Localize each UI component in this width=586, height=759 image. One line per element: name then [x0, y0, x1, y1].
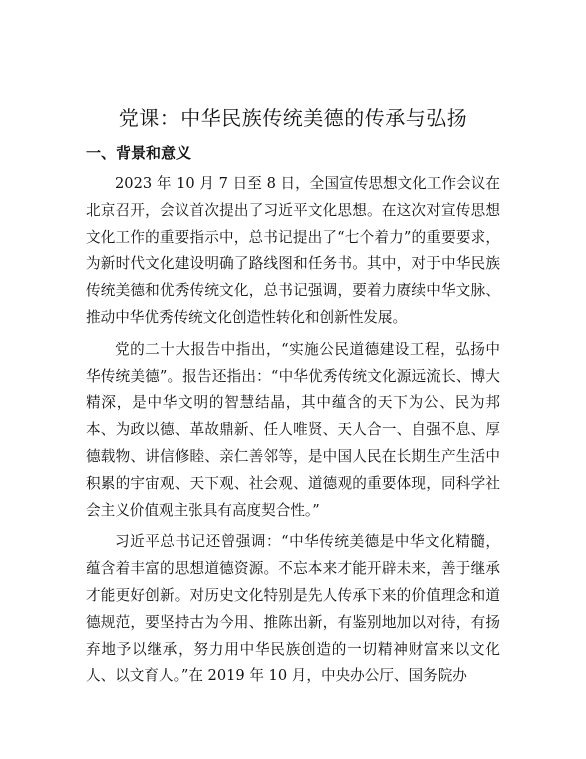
paragraph-1: 2023 年 10 月 7 日至 8 日，全国宣传思想文化工作会议在北京召开，会议首次提出了习近平文化思想。在这次对宣传思想文化工作的重要指示中，总书记提出了“七个着力”的重要要求，为新时代文化建设明确了路线图和任务书。其中，对于中华民族传统美德和优秀传统文化，总书记强调，要着力赓续中华文脉、推动中华优秀传统文化创造性转化和创新性发展。: [86, 175, 500, 326]
paragraph-3: 习近平总书记还曾强调：“中华传统美德是中华文化精髓，蕴含着丰富的思想道德资源。不忘本来才能开辟未来，善于继承才能更好创新。对历史文化特别是先人传承下来的价值理念和道德规范，要坚持古为今用、推陈出新，有鉴别地加以对待，有扬弃地予以继承，努力用中华民族创造的一切精神财富来以文化人、以文育人。”在 2019 年 10 月，中央办公厅、国务院办: [86, 533, 500, 685]
document-body: [86, 171, 500, 690]
document-title: 党课：中华民族传统美德的传承与弘扬: [118, 106, 468, 130]
section-heading: 一、背景和意义: [86, 144, 192, 162]
paragraph-2: 党的二十大报告中指出，“实施公民道德建设工程，弘扬中华传统美德”。报告还指出：“中华优秀传统文化源远流长、博大精深，是中华文明的智慧结晶，其中蕴含的天下为公、民为邦本、为政以德、革故鼎新、任人唯贤、天人合一、自强不息、厚德载物、讲信修睦、亲仁善邻等，是中国人民在长期生产生活中积累的宇宙观、天下观、社会观、道德观的重要体现，同科学社会主义价值观主张具有高度契合性。”: [86, 340, 500, 519]
